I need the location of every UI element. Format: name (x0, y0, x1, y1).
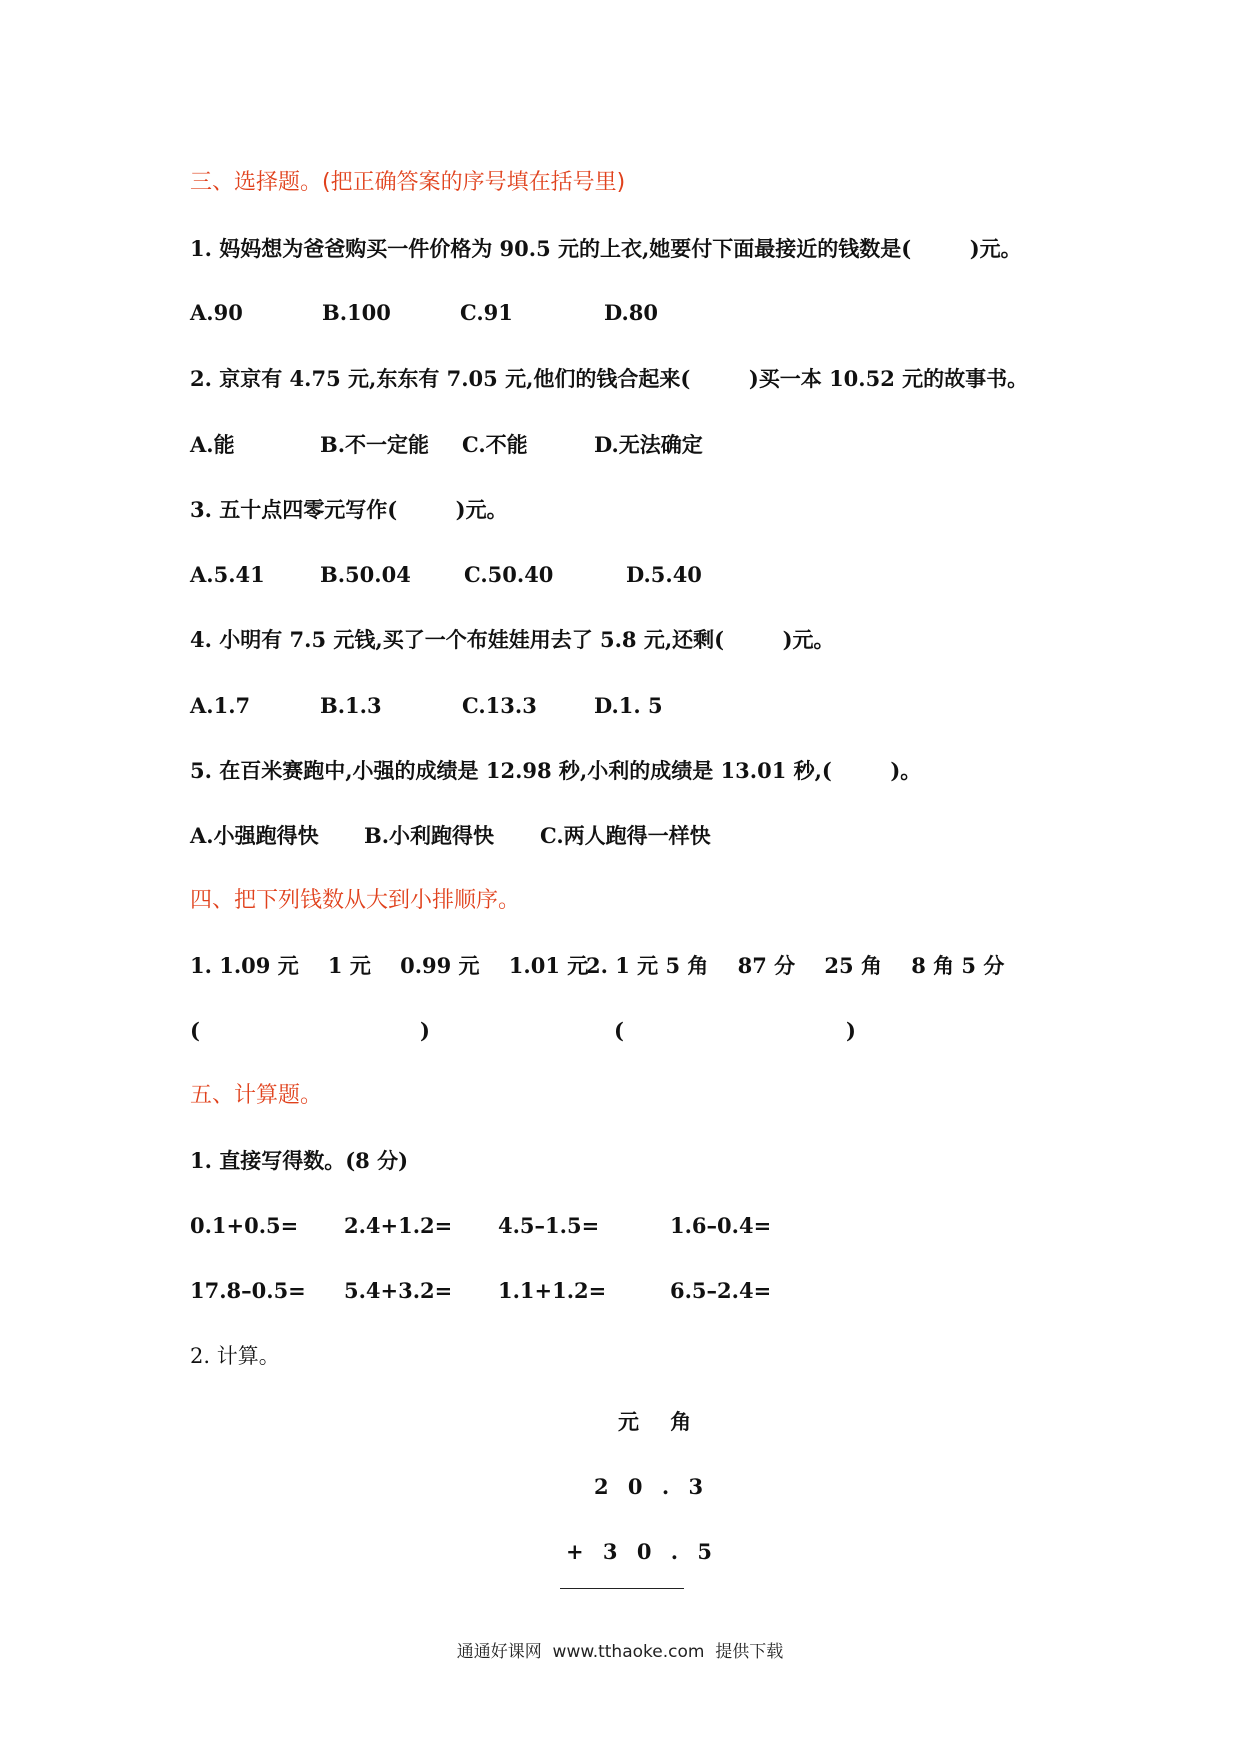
q3-option-a: A.5.41 (190, 562, 265, 587)
calc-item: 1.6–0.4= (670, 1213, 772, 1238)
q4-option-c: C.13.3 (462, 693, 537, 718)
q2-option-a: A.能 (190, 432, 235, 457)
answer-blank-1-close: ) (420, 1018, 430, 1043)
q3-option-d: D.5.40 (626, 562, 702, 587)
q5-option-b: B.小利跑得快 (364, 823, 495, 848)
vertical-line-2: + 3 0 . 5 (566, 1539, 718, 1564)
order-set-1: 1. 1.09 元 1 元 0.99 元 1.01 元 (190, 953, 589, 978)
question-2: 2. 京京有 4.75 元,东东有 7.05 元,他们的钱合起来( )买一本 10.52 元的故事书。 (190, 366, 1029, 391)
q3-option-c: C.50.40 (464, 562, 554, 587)
q2-option-d: D.无法确定 (594, 432, 703, 457)
vertical-sum-rule (560, 1588, 684, 1589)
section-4-heading: 四、把下列钱数从大到小排顺序。 (190, 888, 521, 913)
calc-item: 17.8–0.5= (190, 1278, 306, 1303)
q1-option-a: A.90 (190, 300, 243, 325)
question-5: 5. 在百米赛跑中,小强的成绩是 12.98 秒,小利的成绩是 13.01 秒,( )。 (190, 758, 922, 783)
footer-credit: 通通好课网 www.tthaoke.com 提供下载 (456, 1642, 784, 1662)
q4-option-a: A.1.7 (190, 693, 251, 718)
order-set-2: 2. 1 元 5 角 87 分 25 角 8 角 5 分 (586, 953, 1005, 978)
q1-option-c: C.91 (460, 300, 513, 325)
question-1: 1. 妈妈想为爸爸购买一件价格为 90.5 元的上衣,她要付下面最接近的钱数是( )元。 (190, 236, 1022, 261)
question-4: 4. 小明有 7.5 元钱,买了一个布娃娃用去了 5.8 元,还剩( )元。 (190, 627, 835, 652)
answer-blank-2-close: ) (846, 1018, 856, 1043)
q4-option-b: B.1.3 (320, 693, 382, 718)
answer-blank-2-open: ( (614, 1018, 624, 1043)
question-3: 3. 五十点四零元写作( )元。 (190, 497, 508, 522)
q2-option-c: C.不能 (462, 432, 528, 457)
answer-blank-1-open: ( (190, 1018, 200, 1043)
q4-option-d: D.1. 5 (594, 693, 663, 718)
section-5-heading: 五、计算题。 (190, 1083, 323, 1108)
calc-item: 2.4+1.2= (344, 1213, 453, 1238)
q3-option-b: B.50.04 (320, 562, 411, 587)
section-3-heading: 三、选择题。(把正确答案的序号填在括号里) (190, 170, 626, 195)
calc-item: 4.5–1.5= (498, 1213, 600, 1238)
q1-option-b: B.100 (322, 300, 391, 325)
vertical-line-1: 2 0 . 3 (594, 1474, 710, 1499)
calc-item: 1.1+1.2= (498, 1278, 607, 1303)
calc-item: 0.1+0.5= (190, 1213, 299, 1238)
q5-option-a: A.小强跑得快 (190, 823, 319, 848)
calc-item: 6.5–2.4= (670, 1278, 772, 1303)
calc-q1-title: 1. 直接写得数。(8 分) (190, 1148, 409, 1173)
q2-option-b: B.不一定能 (320, 432, 430, 457)
calc-q2-title: 2. 计算。 (190, 1344, 280, 1368)
q5-option-c: C.两人跑得一样快 (540, 823, 711, 848)
calc-item: 5.4+3.2= (344, 1278, 453, 1303)
vertical-header: 元 角 (618, 1409, 704, 1434)
q1-option-d: D.80 (604, 300, 658, 325)
